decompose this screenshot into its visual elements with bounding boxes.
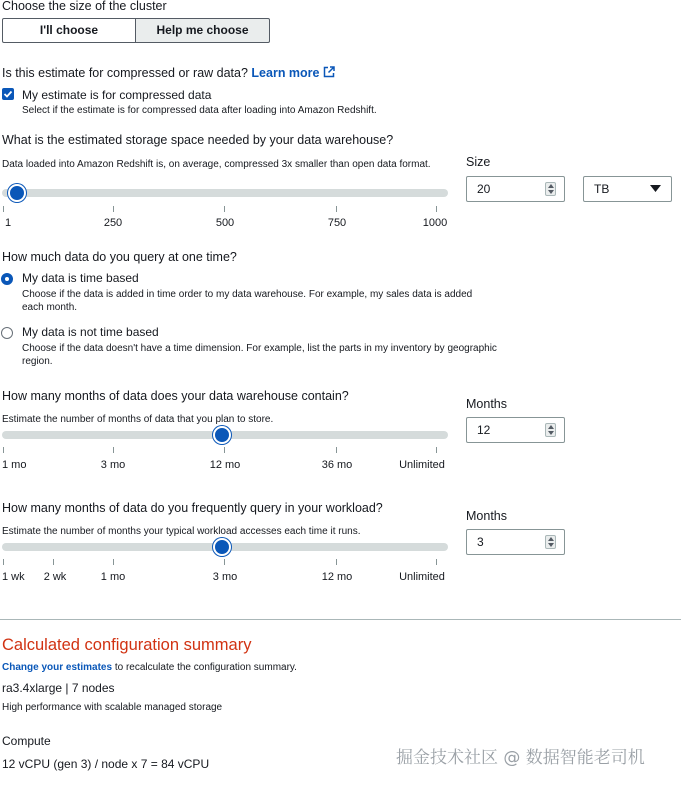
help-me-choose-button[interactable]: Help me choose (135, 18, 270, 43)
size-input[interactable]: 20 (466, 176, 565, 202)
storage-slider-track[interactable] (2, 189, 448, 197)
compressed-data-checkbox[interactable] (2, 88, 14, 100)
months-contain-label: Months (466, 397, 507, 411)
months-query-question: How many months of data do you frequently query in your workload? (2, 501, 383, 515)
storage-slider-thumb[interactable] (8, 184, 26, 202)
compute-label: Compute (2, 734, 51, 748)
summary-change-text: Change your estimates to recalculate the configuration summary. (2, 662, 297, 673)
months-query-label: Months (466, 509, 507, 523)
months-contain-tick-label: 1 mo (2, 459, 27, 471)
storage-tick-label: 500 (215, 217, 235, 229)
time-based-radio[interactable] (1, 273, 13, 285)
months-query-tick (224, 559, 225, 565)
months-contain-tick (436, 447, 437, 453)
query-type-question: How much data do you query at one time? (2, 250, 237, 264)
not-time-based-label[interactable]: My data is not time based (22, 325, 159, 339)
months-query-tick (113, 559, 114, 565)
months-query-tick-label: 1 wk (2, 571, 25, 583)
not-time-based-radio[interactable] (1, 327, 13, 339)
months-query-tick-label: 1 mo (100, 571, 126, 583)
compression-question: Is this estimate for compressed or raw data? Learn more (2, 66, 335, 80)
months-contain-slider-thumb[interactable] (213, 426, 231, 444)
summary-title: Calculated configuration summary (2, 636, 252, 654)
storage-tick-750 (336, 206, 337, 212)
months-query-tick-label: 12 mo (321, 571, 353, 583)
checkmark-icon (2, 88, 14, 100)
cluster-size-heading: Choose the size of the cluster (2, 0, 167, 13)
storage-tick-label: 250 (103, 217, 123, 229)
months-contain-tick (113, 447, 114, 453)
storage-description: Data loaded into Amazon Redshift is, on average, compressed 3x smaller than open data format. (2, 159, 431, 170)
storage-tick-1000 (436, 206, 437, 212)
change-estimates-link[interactable]: Change your estimates (2, 662, 113, 673)
months-query-stepper-icon[interactable] (545, 535, 556, 549)
months-contain-tick-label: 36 mo (321, 459, 353, 471)
compressed-data-description: Select if the estimate is for compressed data after loading into Amazon Redshift. (22, 105, 377, 116)
summary-config: ra3.4xlarge | 7 nodes (2, 681, 115, 695)
months-contain-tick (224, 447, 225, 453)
months-query-slider-thumb[interactable] (213, 538, 231, 556)
external-link-icon[interactable] (323, 66, 335, 78)
months-contain-tick-label: Unlimited (399, 459, 445, 471)
compute-value: 12 vCPU (gen 3) / node x 7 = 84 vCPU (2, 757, 210, 771)
months-query-description: Estimate the number of months your typical workload accesses each time it runs. (2, 526, 361, 537)
time-based-label[interactable]: My data is time based (22, 271, 139, 285)
summary-config-description: High performance with scalable managed storage (2, 702, 223, 713)
learn-more-link[interactable]: Learn more (251, 66, 320, 80)
months-contain-tick-label: 3 mo (100, 459, 126, 471)
time-based-description: Choose if the data is added in time order to my data warehouse. For example, my sales data is added each month. (22, 289, 473, 313)
size-stepper-icon[interactable] (545, 182, 556, 196)
months-query-tick-label: 2 wk (43, 571, 67, 583)
storage-tick-label: 750 (327, 217, 347, 229)
compressed-data-label[interactable]: My estimate is for compressed data (22, 88, 212, 102)
storage-tick-label: 1 (5, 217, 12, 229)
storage-tick-1 (3, 206, 4, 212)
months-query-tick (336, 559, 337, 565)
months-query-tick (53, 559, 54, 565)
months-query-tick-label: Unlimited (399, 571, 445, 583)
unit-select[interactable]: TB (583, 176, 672, 202)
not-time-based-description: Choose if the data doesn't have a time dimension. For example, list the parts in my inventory by geographic region. (22, 343, 497, 367)
months-query-tick (436, 559, 437, 565)
months-contain-description: Estimate the number of months of data that you plan to store. (2, 414, 274, 425)
months-query-tick (3, 559, 4, 565)
caret-down-icon (650, 185, 661, 193)
months-contain-tick-label: 12 mo (209, 459, 241, 471)
storage-tick-500 (224, 206, 225, 212)
months-contain-tick (3, 447, 4, 453)
size-label: Size (466, 155, 491, 169)
months-contain-stepper-icon[interactable] (545, 423, 556, 437)
storage-tick-250 (113, 206, 114, 212)
storage-question: What is the estimated storage space needed by your data warehouse? (2, 133, 394, 147)
months-contain-tick (336, 447, 337, 453)
months-query-tick-label: 3 mo (212, 571, 238, 583)
watermark: 掘金技术社区 @ 数据智能老司机 (396, 748, 645, 768)
months-query-input[interactable]: 3 (466, 529, 565, 555)
months-contain-question: How many months of data does your data warehouse contain? (2, 389, 349, 403)
storage-tick-label: 1000 (422, 217, 448, 229)
months-contain-input[interactable]: 12 (466, 417, 565, 443)
section-divider (0, 619, 681, 620)
ill-choose-button[interactable]: I'll choose (2, 18, 136, 43)
